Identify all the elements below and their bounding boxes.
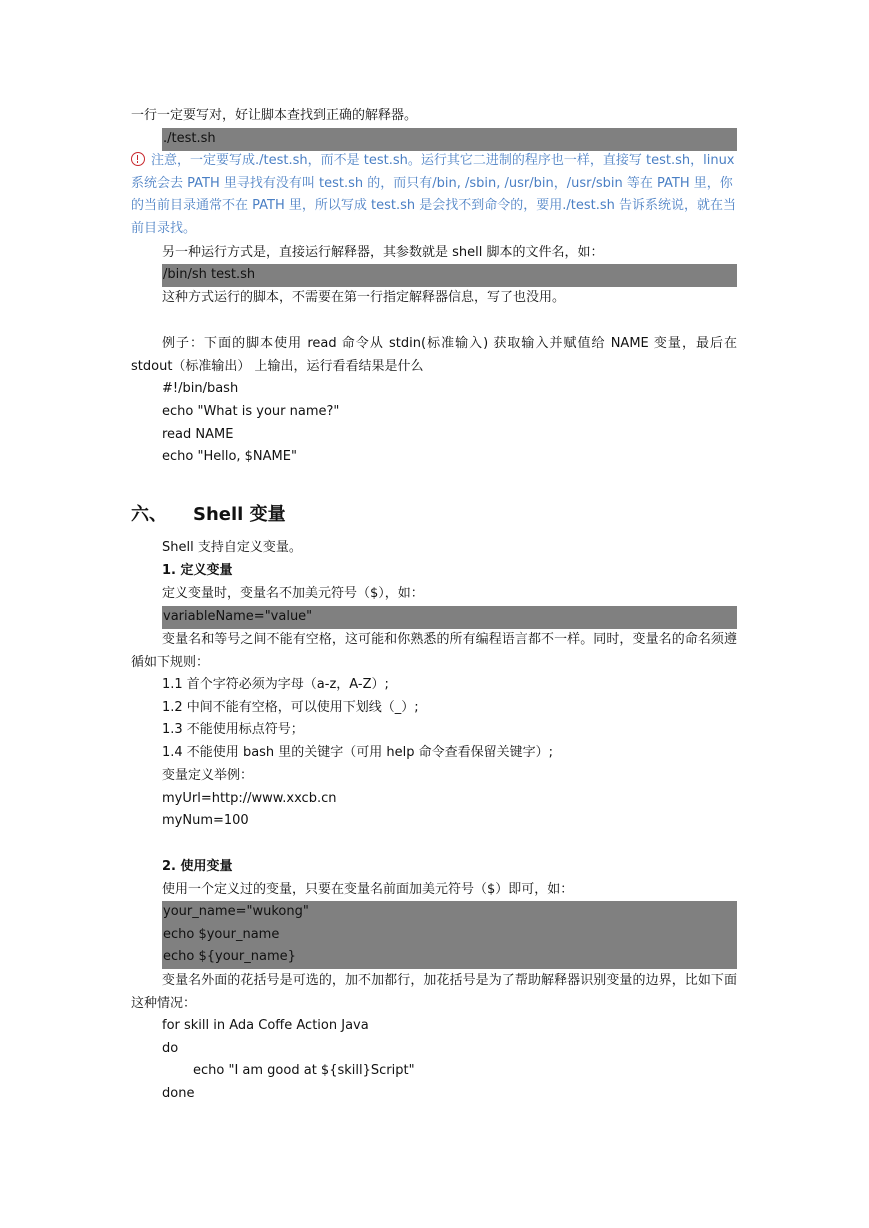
define-description: 定义变量时，变量名不加美元符号（$），如： <box>162 586 424 601</box>
example-code-line-4: echo "Hello, $NAME" <box>162 449 297 464</box>
alt-way-text: 另一种运行方式是，直接运行解释器，其参数就是 shell 脚本的文件名，如： <box>162 245 604 260</box>
section-title: Shell 变量 <box>193 504 286 525</box>
example-paragraph: 例子：下面的脚本使用 read 命令从 stdin(标准输入) 获取输入并赋值给 NAME 变量，最后在 stdout（标准输出） 上输出，运行看看结果是什么 <box>131 336 737 374</box>
example-code-line-3: read NAME <box>162 427 234 442</box>
example-url: myUrl=http://www.xxcb.cn <box>162 791 337 806</box>
example-code-line-1: #!/bin/bash <box>162 381 239 396</box>
brace-description: 变量名外面的花括号是可选的，加不加都行，加花括号是为了帮助解释器识别变量的边界，比如下面这种情况： <box>131 973 737 1011</box>
loop-code-line-1: for skill in Ada Coffe Action Java <box>162 1018 369 1033</box>
rule-2: 1.2 中间不能有空格，可以使用下划线（_）; <box>162 700 419 715</box>
code-line: your_name="wukong" <box>163 904 309 919</box>
example-code-line-2: echo "What is your name?" <box>162 404 340 419</box>
loop-code-line-3: echo "I am good at ${skill}Script" <box>193 1063 415 1078</box>
section-intro: Shell 支持自定义变量。 <box>162 540 302 555</box>
section-number: 六、 <box>131 504 167 525</box>
loop-code-line-2: do <box>162 1041 179 1056</box>
code-line: variableName="value" <box>163 609 313 624</box>
warning-note-text: 注意，一定要写成./test.sh，而不是 test.sh。运行其它二进制的程序也一样，直接写 test.sh，linux 系统会去 PATH 里寻找有没有叫 test.sh 的，而只有/bin, /sbin, /usr/bin，/usr/sbin 等在 PATH 里，你的当前目录通常不在 PATH 里，所以写成 test.sh 是会找不到命令的，要用./test.sh 告诉系统说，就在当前目录找。 <box>131 153 737 237</box>
rule-4: 1.4 不能使用 bash 里的关键字（可用 help 命令查看保留关键字）; <box>162 745 554 760</box>
code-block-run-script <box>162 128 737 151</box>
code-block-run-interpreter <box>162 264 737 287</box>
subsection-use-variable: 2. 使用变量 <box>162 859 233 874</box>
code-line: echo ${your_name} <box>163 949 296 965</box>
exclamation-circle-icon <box>131 152 145 166</box>
intro-text: 一行一定要写对，好让脚本查找到正确的解释器。 <box>131 108 418 123</box>
example-num: myNum=100 <box>162 813 249 828</box>
code-block-define-variable <box>162 606 737 629</box>
code-line: echo $your_name <box>163 926 280 942</box>
naming-rules-intro: 变量名和等号之间不能有空格，这可能和你熟悉的所有编程语言都不一样。同时，变量名的命名须遵循如下规则： <box>131 632 737 670</box>
rule-1: 1.1 首个字符必须为字母（a-z，A-Z）; <box>162 677 389 692</box>
define-example-label: 变量定义举例： <box>162 768 254 783</box>
code-block-use-variable <box>162 901 737 969</box>
loop-code-line-4: done <box>162 1086 195 1101</box>
rule-3: 1.3 不能使用标点符号； <box>162 722 304 737</box>
code-line: /bin/sh test.sh <box>163 267 256 282</box>
use-description: 使用一个定义过的变量，只要在变量名前面加美元符号（$）即可，如： <box>162 882 574 897</box>
warning-note <box>131 150 739 241</box>
subsection-define-variable: 1. 定义变量 <box>162 563 233 578</box>
code-line: ./test.sh <box>163 131 216 146</box>
alt-note-text: 这种方式运行的脚本，不需要在第一行指定解释器信息，写了也没用。 <box>162 290 566 305</box>
